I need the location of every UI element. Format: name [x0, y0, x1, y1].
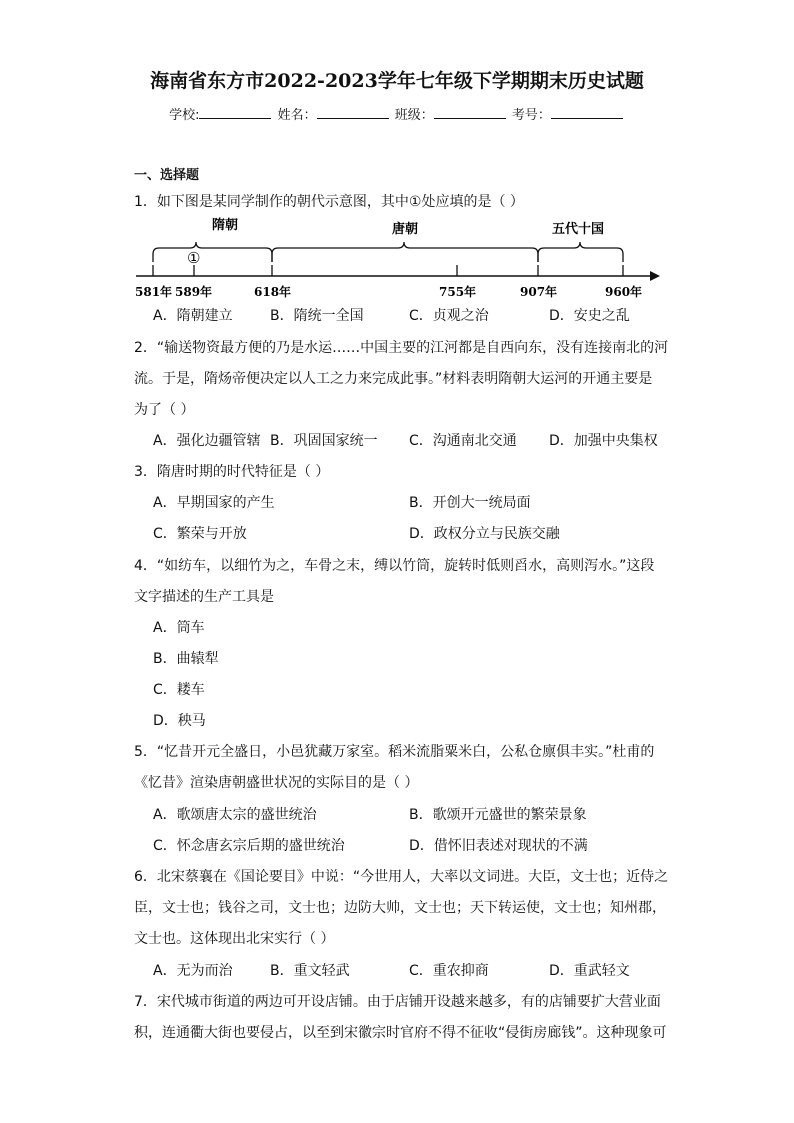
q6-option-c[interactable]: C．重农抑商 — [409, 963, 489, 979]
timeline-marker: ① — [187, 249, 201, 267]
question-2-line-1: 2．“输送物资最方便的乃是水运……中国主要的江河都是自西向东，没有连接南北的河 — [134, 340, 669, 356]
number-label: 考号： — [511, 108, 551, 123]
tang-bracket — [272, 242, 538, 262]
q6-option-d[interactable]: D．重武轻文 — [549, 963, 630, 979]
q1-option-b[interactable]: B．隋统一全国 — [270, 308, 364, 324]
era-label-tang: 唐朝 — [392, 222, 419, 237]
q4-option-c[interactable]: C．耧车 — [153, 682, 205, 698]
five-dynasties-bracket — [538, 242, 623, 262]
q5-option-d[interactable]: D．借怀旧表述对现状的不满 — [409, 838, 588, 854]
q2-option-d[interactable]: D．加强中央集权 — [549, 433, 658, 449]
q5-option-b[interactable]: B．歌颂开元盛世的繁荣景象 — [409, 807, 587, 823]
school-field[interactable] — [199, 106, 271, 119]
number-field[interactable] — [551, 106, 623, 119]
question-6-line-1: 6．北宋蔡襄在《国论要目》中说：“今世用人，大率以文词进。大臣，文士也；近侍之 — [134, 869, 669, 885]
q3-option-a[interactable]: A．早期国家的产生 — [153, 495, 275, 511]
q2-option-c[interactable]: C．沟通南北交通 — [409, 433, 517, 449]
dynasty-timeline-diagram — [130, 212, 670, 302]
student-info-line — [0, 104, 794, 123]
question-7-line-1: 7．宋代城市街道的两边可开设店铺。由于店铺开设越来越多，有的店铺要扩大营业面 — [134, 994, 661, 1010]
q5-option-c[interactable]: C．怀念唐玄宗后期的盛世统治 — [153, 838, 345, 854]
q4-option-b[interactable]: B．曲辕犁 — [153, 651, 219, 667]
axis-arrow-icon — [650, 271, 660, 281]
school-label: 学校: — [169, 108, 200, 123]
q1-option-c[interactable]: C．贞观之治 — [409, 308, 489, 324]
q3-option-d[interactable]: D．政权分立与民族交融 — [409, 526, 560, 542]
name-field[interactable] — [317, 106, 389, 119]
year-label-618: 618年 — [254, 285, 292, 299]
q1-option-a[interactable]: A．隋朝建立 — [153, 308, 233, 324]
year-label-755: 755年 — [439, 285, 477, 299]
year-label-907: 907年 — [520, 285, 558, 299]
question-6-line-3: 文士也。这体现出北宋实行（ ） — [134, 931, 335, 947]
question-2-line-2: 流。于是，隋炀帝便决定以人工之力来完成此事。”材料表明隋朝大运河的开通主要是 — [134, 371, 653, 387]
question-6-line-2: 臣，文士也；钱谷之司，文士也；边防大帅，文士也；天下转运使，文士也；知州郡， — [134, 900, 666, 916]
question-5-line-1: 5．“忆昔开元全盛日，小邑犹藏万家室。稻米流脂粟米白，公私仓廪俱丰实。”杜甫的 — [134, 744, 655, 760]
year-label-581: 581年 — [135, 285, 173, 299]
question-1-line-1: 1．如下图是某同学制作的朝代示意图，其中①处应填的是（ ） — [134, 194, 524, 210]
section-heading: 一、选择题 — [134, 168, 200, 183]
q5-option-a[interactable]: A．歌颂唐太宗的盛世统治 — [153, 807, 317, 823]
year-label-589: 589年 — [175, 285, 213, 299]
q4-option-d[interactable]: D．秧马 — [153, 713, 206, 729]
q2-option-a[interactable]: A．强化边疆管辖 — [153, 433, 261, 449]
question-2-line-3: 为了（ ） — [134, 402, 195, 418]
sui-bracket — [153, 242, 272, 262]
q4-option-a[interactable]: A．筒车 — [153, 620, 205, 636]
question-3-line-1: 3．隋唐时期的时代特征是（ ） — [134, 464, 330, 480]
class-label: 班级： — [394, 108, 434, 123]
name-label: 姓名： — [277, 108, 317, 123]
q6-option-a[interactable]: A．无为而治 — [153, 963, 233, 979]
question-4-line-1: 4．“如纺车，以细竹为之，车骨之末，缚以竹筒，旋转时低则舀水，高则泻水。”这段 — [134, 558, 655, 574]
class-field[interactable] — [434, 106, 506, 119]
year-label-960: 960年 — [605, 285, 643, 299]
q3-option-c[interactable]: C．繁荣与开放 — [153, 526, 247, 542]
era-label-five-dynasties: 五代十国 — [552, 222, 605, 237]
question-4-line-2: 文字描述的生产工具是 — [134, 589, 274, 605]
q2-option-b[interactable]: B．巩固国家统一 — [270, 433, 378, 449]
question-7-line-2: 积，连通衢大街也要侵占，以至到宋徽宗时官府不得不征收“侵街房廊钱”。这种现象可 — [134, 1025, 667, 1041]
q3-option-b[interactable]: B．开创大一统局面 — [409, 495, 531, 511]
question-5-line-2: 《忆昔》渲染唐朝盛世状况的实际目的是（ ） — [134, 775, 419, 791]
q6-option-b[interactable]: B．重文轻武 — [270, 963, 350, 979]
page-title: 海南省东方市2022-2023学年七年级下学期期末历史试题 — [150, 70, 644, 92]
era-label-sui: 隋朝 — [212, 218, 239, 233]
q1-option-d[interactable]: D．安史之乱 — [549, 308, 630, 324]
